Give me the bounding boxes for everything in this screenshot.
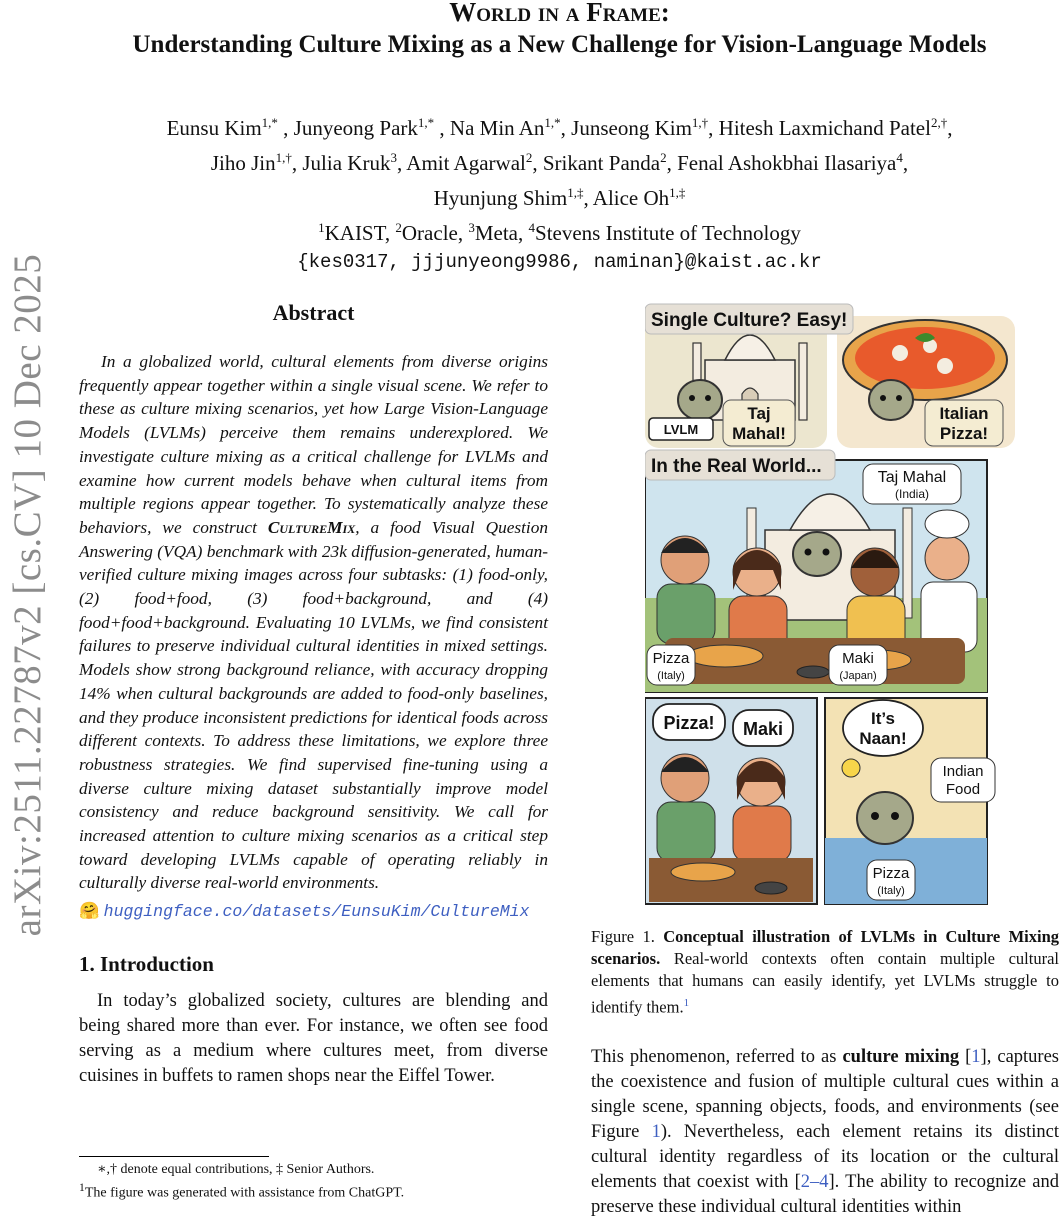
abstract-text <box>79 350 548 895</box>
maki-icon <box>755 882 787 894</box>
author-separator: , <box>947 116 953 140</box>
caption-text: Real-world contexts often contain multiple cultural elements that humans can easily identify, yet LVLMs struggle to identify them. <box>591 949 1059 1017</box>
author-name: , Hitesh Laxmichand Patel <box>708 116 931 140</box>
author-affiliation-mark: 4 <box>896 150 903 165</box>
bubble-maki-guess: Maki <box>742 719 784 739</box>
bubble-pizza-line-1: Italian <box>939 404 989 423</box>
figure-reference-link[interactable]: 1 <box>651 1121 661 1142</box>
label-pizza-country: (Italy) <box>657 670 685 682</box>
contact-email: {kes0317, jjjunyeong9986, naminan}@kaist.ac.kr <box>297 251 822 273</box>
figure-1-illustration <box>645 298 1059 906</box>
hugging-face-icon: 🤗 <box>79 901 100 921</box>
label-indian-line-1: Indian <box>942 763 984 780</box>
arxiv-identifier: arXiv:2511.22787v2 [cs.CV] 10 Dec 2025 <box>6 253 49 937</box>
author-name: , Alice Oh <box>583 186 670 210</box>
author-name: Hyunjung Shim <box>433 186 568 210</box>
lightbulb-icon <box>842 759 860 777</box>
bubble-taj-line-1: Taj <box>747 404 771 423</box>
label-maki: Maki <box>842 650 874 667</box>
author-name: , Junseong Kim <box>560 116 692 140</box>
footnote-rule <box>79 1156 269 1157</box>
author-separator: , <box>902 151 909 175</box>
author-affiliation-mark: 1,† <box>275 150 292 165</box>
author-affiliation-mark: 1,* <box>417 115 435 130</box>
label-indian-line-2: Food <box>945 781 981 798</box>
lvlm-robot-icon <box>793 532 841 576</box>
author-name: , Srikant Panda <box>532 151 661 175</box>
maki-icon <box>797 666 829 678</box>
table-surface <box>649 858 813 902</box>
pizza-icon <box>687 645 763 667</box>
footnotes <box>79 1156 548 1203</box>
citation-link[interactable]: 1 <box>971 1046 981 1067</box>
bubble-pizza-line-2: Pizza! <box>939 424 989 443</box>
pizza-icon <box>843 320 1007 400</box>
dataset-link-row <box>79 899 548 924</box>
right-column <box>591 298 1059 1220</box>
abstract-text-part: In a globalized world, cultural elements from diverse origins frequently appear together within a single visual scene. We refer to these as culture mixing scenarios, yet how Large Vision-Language Models (LVLMs) perceive them remains underexplored. We investigate culture mixing as a critical challenge for LVLMs and examine how current models behave when cultural items from multiple regions appear together. To systematically analyze these behaviors, we construct <box>79 352 548 537</box>
pizza-icon <box>671 863 735 881</box>
footnote-mark: 1 <box>79 1181 85 1194</box>
affiliations <box>60 213 1059 248</box>
lvlm-robot-icon <box>678 380 722 420</box>
author-block <box>60 108 1059 277</box>
author-affiliation-mark: 1,† <box>691 115 709 130</box>
footnote-equal-contribution: ∗,† denote equal contributions, ‡ Senior Authors. <box>97 1162 375 1177</box>
affiliation-mark: 4 <box>528 220 536 235</box>
introduction-continued-text: This phenomenon, referred to as culture mixing [1], captures the coexistence and fusion of multiple cultural cues within a single scene, spanning objects, foods, and environments (see Figure 1). Nevertheless, each element retains its distinct cultural identity regardless of its location or the cultural elements that coexist with [2–4]. The ability to recognize and preserve these individual cultural identities within <box>591 1046 1059 1217</box>
person-icon <box>847 548 905 652</box>
body-text-part: , captures the coexistence and fusion of multiple cultural cues within a single scene, spanning objects, foods, and environments (see Figure <box>591 1046 1059 1142</box>
label-taj-country: (India) <box>894 487 930 501</box>
affiliation-name: Oracle, <box>401 221 469 245</box>
label-pizza-3: Pizza <box>872 865 910 882</box>
person-icon <box>733 758 791 862</box>
author-name: , Na Min An <box>434 116 545 140</box>
author-affiliation-mark: 1,* <box>544 115 561 130</box>
caption-footnote-mark[interactable]: 1 <box>683 997 690 1009</box>
footnote-text: The figure was generated with assistance from ChatGPT. <box>84 1185 405 1201</box>
lvlm-robot-icon <box>857 792 913 844</box>
bubble-naan-line-1: It’s <box>871 709 895 728</box>
author-name: , Junyeong Park <box>277 116 418 140</box>
person-icon <box>657 536 715 644</box>
banner-single-culture: Single Culture? Easy! <box>651 310 848 331</box>
label-pizza: Pizza <box>652 650 690 667</box>
benchmark-name: CultureMix <box>267 517 356 537</box>
author-name: , Julia Kruk <box>291 151 391 175</box>
introduction-text: In today’s globalized society, cultures are blending and being shared more than ever. For instance, we often see food serving as a medium where cultures meet, from diverse cuisines in buffets to ramen shops near the Eiffel Tower. <box>79 991 548 1087</box>
affiliation-name: Stevens Institute of Technology <box>535 221 801 245</box>
bubble-taj-line-2: Mahal! <box>732 424 786 443</box>
caption-prefix: Figure 1. <box>591 927 664 946</box>
dataset-link[interactable]: huggingface.co/datasets/EunsuKim/CultureMix <box>103 902 530 922</box>
label-pizza-3-country: (Italy) <box>877 885 905 897</box>
author-name: Jiho Jin <box>210 151 276 175</box>
body-text-part: This phenomenon, referred to as <box>591 1046 843 1067</box>
caption-bold: Conceptual illustration of LVLMs in Culture Mixing scenarios. <box>591 927 1059 968</box>
citation-link[interactable]: 2–4 <box>800 1171 829 1192</box>
lvlm-tag: LVLM <box>663 422 699 437</box>
author-affiliation-mark: 1,‡ <box>567 185 584 200</box>
affiliation-name: KAIST, <box>324 221 396 245</box>
author-line-3 <box>60 178 1059 213</box>
author-name: Eunsu Kim <box>166 116 262 140</box>
affiliation-mark: 2 <box>395 220 402 235</box>
left-column <box>79 298 548 1089</box>
bubble-naan-line-2: Naan! <box>859 729 907 748</box>
author-affiliation-mark: 1,* <box>261 115 278 130</box>
author-affiliation-mark: 2 <box>525 150 533 165</box>
section-heading-introduction: 1. Introduction <box>79 952 214 977</box>
author-affiliation-mark: 3 <box>390 150 397 165</box>
author-affiliation-mark: 1,‡ <box>669 185 686 200</box>
paper-title <box>60 0 1059 62</box>
author-line-2 <box>60 143 1059 178</box>
figure-1-caption <box>591 926 1059 1019</box>
author-affiliation-mark: 2,† <box>930 115 948 130</box>
lvlm-robot-icon <box>869 380 913 420</box>
author-name: , Amit Agarwal <box>396 151 526 175</box>
author-name: , Fenal Ashokbhai Ilasariya <box>666 151 897 175</box>
author-affiliation-mark: 2 <box>660 150 667 165</box>
footnote-1 <box>79 1179 548 1203</box>
abstract-text-part: , a food Visual Question Answering (VQA) benchmark with 23k diffusion-generated, human-verified culture mixing images across four subtasks: (1) food-only, (2) food+food, (3) food+background, and (4) food+food+background. Evaluating 10 LVLMs, we find consistent failures to preserve individual cultural identities in mixed settings. Models show strong background reliance, with accuracy dropping 14% when cultural backgrounds are added to food-only baselines, and they produce inconsistent predictions for identical foods across different contexts. To address these limitations, we explore three robustness strategies. We find supervised fine-tuning using a diverse culture mixing dataset substantially improve model consistency and reduce background sensitivity. We call for increased attention to culture mixing scenarios as a critical step toward developing LVLMs capable of operating reliably in culturally diverse real-world environments. <box>79 517 549 893</box>
person-icon <box>657 754 715 862</box>
body-text-part: ). Nevertheless, each element retains its distinct cultural identity regardless of its location or the cultural elements that coexist with [ <box>591 1121 1059 1192</box>
bubble-pizza-guess: Pizza! <box>663 713 715 733</box>
figure-canvas <box>645 298 1059 906</box>
affiliation-name: Meta, <box>474 221 529 245</box>
label-taj-mahal: Taj Mahal <box>877 469 947 486</box>
affiliation-mark: 3 <box>468 220 475 235</box>
title-line-1: World in a Frame: <box>449 0 670 27</box>
author-line-1 <box>60 108 1059 143</box>
affiliation-mark: 1 <box>318 220 325 235</box>
title-line-2: Understanding Culture Mixing as a New Challenge for Vision-Language Models <box>132 31 987 58</box>
term-culture-mixing: culture mixing <box>842 1046 960 1067</box>
label-maki-country: (Japan) <box>839 670 877 682</box>
body-text-part: ]. The ability to recognize and preserve these individual cultural identities within <box>591 1171 1059 1217</box>
abstract-heading: Abstract <box>272 300 355 325</box>
person-icon <box>729 548 787 652</box>
banner-real-world: In the Real World... <box>651 456 822 477</box>
